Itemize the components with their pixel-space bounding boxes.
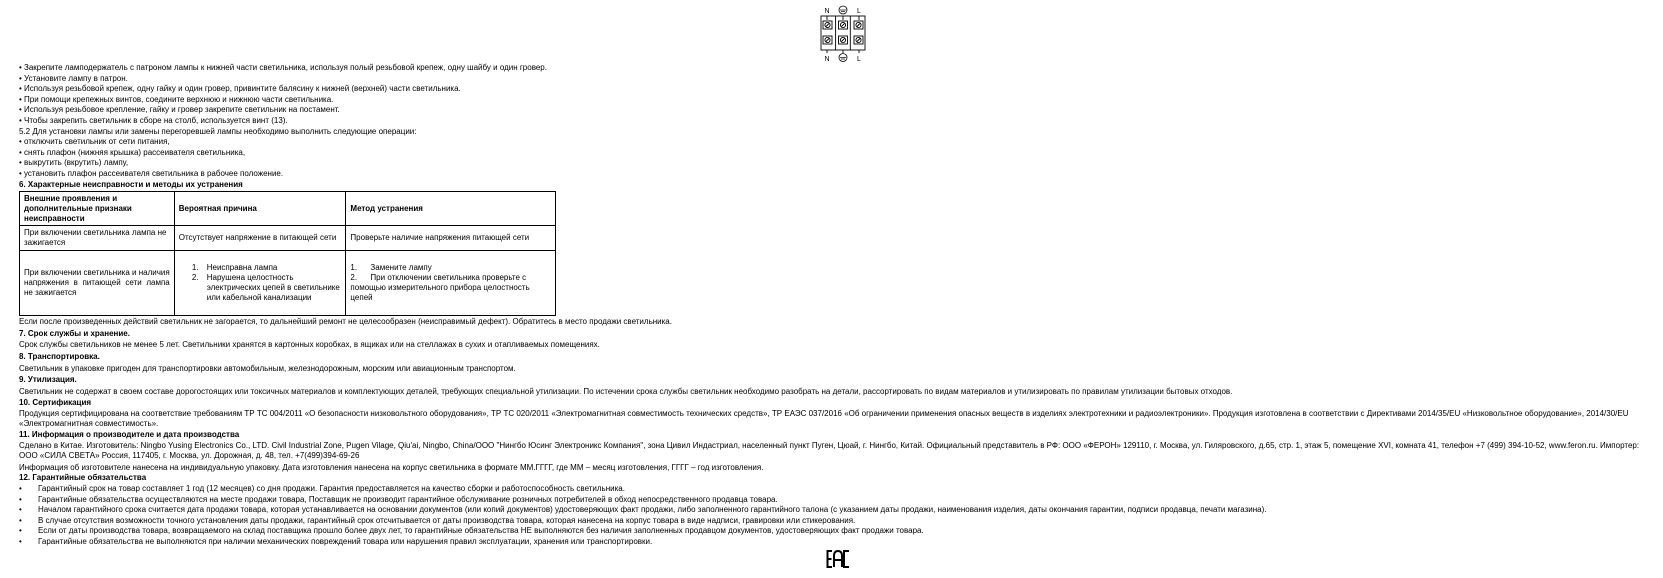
section-heading-manufacturer: 11. Информация о производителе и дата производства <box>19 430 240 440</box>
lamp-step: • установить плафон рассеивателя светильника в рабочее положение. <box>19 168 284 178</box>
warranty-item: • Началом гарантийного срока считается дата продажи товара, которая устанавливается на основании документов (или копий документов) удостоверяющих факт продажи, либо заполненного гарантийного талона (с указанием даты продажи, наименования изделия, даты окончания гарантии, подписи продавца, печати магазина). <box>19 505 1659 516</box>
section-heading-certification: 10. Сертификация <box>19 398 92 408</box>
lamp-step: • отключить светильник от сети питания, <box>19 137 170 147</box>
section-heading-warranty: 12. Гарантийные обязательства <box>19 473 147 483</box>
table-cell-fix: Проверьте наличие напряжения питающей сети <box>346 226 556 251</box>
lamp-step: • выкрутить (вкрутить) лампу, <box>19 158 129 168</box>
cause-item: 2. Нарушена целостность электрических цепей в светильнике или кабельной канализации <box>201 273 342 303</box>
lamp-replacement <box>19 127 1659 180</box>
fix-item: 2. При отключении светильника проверьте с помощью измерительного прибора целостность цепей <box>350 273 532 303</box>
lamp-replacement-intro: 5.2 Для установки лампы или замены перегоревшей лампы необходимо выполнить следующие операции: <box>19 126 417 136</box>
transport-text: Светильник в упаковке пригоден для транспортировки автомобильным, железнодорожным, морским или авиационным транспортом. <box>19 363 516 373</box>
terminal-label-n-top: N <box>824 8 830 15</box>
cause-list <box>179 263 342 303</box>
instruction-document <box>19 63 1659 548</box>
terminal-label-n-bottom: N <box>824 56 830 62</box>
certification-text: Продукция сертифицирована на соответствие требованиям ТР ТС 004/2011 «О безопасности низковольтного оборудования», ТР ТС 020/2011 «Электромагнитная совместимость технических средств», ТР ЕАЭС 037/2016 «Об ограничении применения опасных веществ в изделиях электротехники и радиоэлектроники». Продукция изготовлена в соответствии с Директивами 2014/35/EU «Низковольтное оборудование», 2014/30/EU «Электромагнитная совместимость». <box>19 408 1629 429</box>
table-cell-symptom: При включении светильника лампа не зажигается <box>20 226 175 251</box>
fix-item: 1. Замените лампу <box>350 263 432 273</box>
warranty-item: • Если от даты производства товара, возвращаемого на склад поставщика прошло более двух лет, то гарантийные обязательства НЕ выполняются без наличия заполненных продавцом документов, удостоверяющих факт продажи товара. <box>19 526 1659 537</box>
table-header-symptom: Внешние проявления и дополнительные признаки неисправности <box>20 192 175 226</box>
troubleshooting-table <box>19 191 556 316</box>
table-header-fix: Метод устранения <box>346 192 556 226</box>
section-heading-service-life: 7. Срок службы и хранение. <box>19 328 130 338</box>
terminal-block-diagram <box>818 5 868 62</box>
manufacturer-text: Сделано в Китае. Изготовитель: Ningbo Yusing Electronics Co., LTD. Civil Industrial Zone, Pugen Vilage, Qiu'ai, Ningbo, China/ООО "Нингбо Юсинг Электроникс Компания", зона Цивил Индастриал, населенный пункт Пуген, Цюай, г. Нингбо, Китай. Официальный представитель в РФ: ООО «ФЕРОН» 129110, г. Москва, ул. Гиляровского, д.65, стр. 1, этаж 5, помещение XVI, комната 41, телефон +7 (499) 394-10-52, www.feron.ru. Импортер: ООО «СИЛА СВЕТА» Россия, 117405, г. Москва, ул. Дорожная, д. 48, тел. +7(499)394-69-26 <box>19 440 1640 461</box>
warranty-item: • Гарантийные обязательства не выполняются при наличии механических повреждений товара или нарушения правил эксплуатации, хранения или транспортировки. <box>19 537 1659 548</box>
manufacturing-date-note: Информация об изготовителе нанесена на индивидуальную упаковку. Дата изготовления нанесена на корпус светильника в формате ММ.ГГГГ, где ММ – месяц изготовления, ГГГГ – год изготовления. <box>19 462 764 472</box>
table-cell-symptom: При включении светильника и наличия напряжения в питающей сети лампа не зажигается <box>20 251 175 316</box>
section-heading-transport: 8. Транспортировка. <box>19 351 100 361</box>
install-steps <box>19 63 1659 127</box>
troubleshooting-note: Если после произведенных действий светильник не загорается, то дальнейший ремонт не целесообразен (неисправимый дефект). Обратитесь в место продажи светильника. <box>19 317 672 327</box>
table-header-cause: Вероятная причина <box>174 192 346 226</box>
table-cell-cause: Отсутствует напряжение в питающей сети <box>174 226 346 251</box>
lamp-step: • снять плафон (нижняя крышка) рассеивателя светильника, <box>19 147 246 157</box>
section-heading-troubleshooting: 6. Характерные неисправности и методы их устранения <box>19 179 243 189</box>
table-row <box>20 251 556 316</box>
terminal-label-l-bottom: L <box>857 56 861 62</box>
table-cell-cause <box>174 251 346 316</box>
terminal-block <box>821 16 865 53</box>
service-life-text: Срок службы светильников не менее 5 лет. Светильники хранятся в картонных коробках, в ящиках или на стеллажах в сухих и отапливаемых помещениях. <box>19 340 600 350</box>
warranty-item: • В случае отсутствия возможности точного установления даты продажи, гарантийный срок отсчитывается от даты производства товара, которая нанесена на корпус товара в виде надписи, гравировки или стикерования. <box>19 516 1659 527</box>
install-step: • Чтобы закрепить светильник в сборе на столб, используется винт (13). <box>19 115 288 125</box>
eac-mark-icon <box>826 549 850 569</box>
table-cell-fix <box>346 251 556 316</box>
install-step: • Установите лампу в патрон. <box>19 73 128 83</box>
install-step: • Используя резьбовое крепление, гайку и гровер закрепите светильник на постамент. <box>19 105 340 115</box>
section-heading-disposal: 9. Утилизация. <box>19 375 77 385</box>
install-step: • Закрепите ламподержатель с патроном лампы к нижней части светильника, используя полый резьбовой крепеж, одну шайбу и один гровер. <box>19 63 547 72</box>
install-step: • При помощи крепежных винтов, соедините верхнюю и нижнюю части светильника. <box>19 94 334 104</box>
table-header-row <box>20 192 556 226</box>
install-step: • Используя резьбовой крепеж, одну гайку и один гровер, привинтите балясину к нижней (верхней) части светильника. <box>19 84 461 94</box>
terminal-label-l-top: L <box>857 8 861 15</box>
cause-item: 1. Неисправна лампа <box>201 263 342 273</box>
warranty-item: • Гарантийные обязательства осуществляются на месте продажи товара, Поставщик не производит гарантийное обслуживание розничных потребителей в обход непосредственного продавца товара. <box>19 495 1659 506</box>
warranty-item: • Гарантийный срок на товар составляет 1 год (12 месяцев) со дня продажи. Гарантия предоставляется на качество сборки и работоспособность светильника. <box>19 484 1659 495</box>
table-row <box>20 226 556 251</box>
disposal-text: Светильник не содержат в своем составе дорогостоящих или токсичных материалов и комплектующих деталей, требующих специальной утилизации. По истечении срока службы светильник необходимо разобрать на детали, рассортировать по видам материалов и утилизировать по правилам утилизации бытовых отходов. <box>19 386 1233 396</box>
